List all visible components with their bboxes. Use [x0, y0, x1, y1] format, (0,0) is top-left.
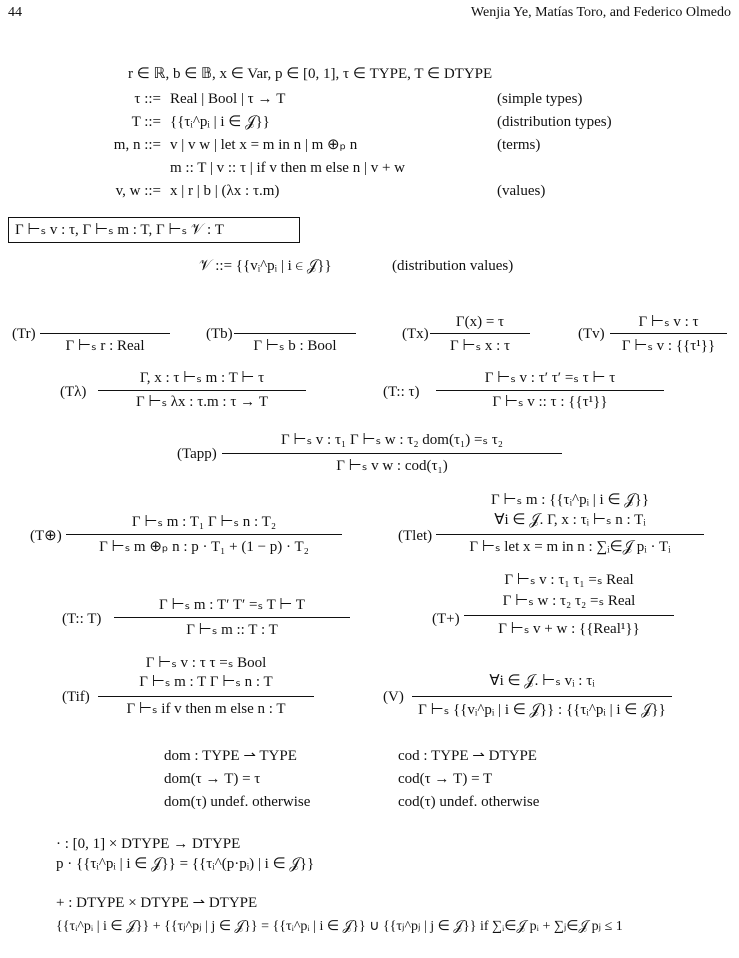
scale-signature: · : [0, 1] × DTYPE → DTYPE — [56, 836, 241, 852]
inference-bar — [98, 390, 306, 391]
inference-bar — [40, 333, 170, 334]
rule-conclusion: Γ ⊢ₛ if v then m else n : T — [126, 701, 286, 717]
rule-label: (T+) — [432, 611, 460, 627]
grammar-comment: (simple types) — [497, 91, 583, 107]
rule-premise: Γ ⊢ₛ m : {{τᵢ^pᵢ | i ∈ 𝒥}} — [490, 492, 650, 508]
dom-line: dom : TYPE ⇀ TYPE — [164, 748, 297, 764]
grammar-rhs: v | v w | let x = m in n | m ⊕ₚ n — [170, 137, 358, 153]
inference-bar — [234, 333, 356, 334]
rule-premise: Γ, x : τ ⊢ₛ m : T ⊢ τ — [139, 370, 265, 386]
distribution-values-comment: (distribution values) — [392, 258, 514, 274]
rule-premise: ∀i ∈ 𝒥. Γ, x : τᵢ ⊢ₛ n : Tᵢ — [494, 512, 646, 528]
grammar-comment: (terms) — [497, 137, 541, 153]
dom-line: dom(τ → T) = τ — [164, 771, 261, 787]
rule-premise: Γ ⊢ₛ m : T₁ Γ ⊢ₛ n : T₂ — [131, 514, 277, 530]
inference-bar — [222, 453, 562, 454]
rule-conclusion: Γ ⊢ₛ λx : τ.m : τ → T — [135, 394, 269, 410]
rule-premise: Γ ⊢ₛ v : τ₁ Γ ⊢ₛ w : τ₂ dom(τ₁) =ₛ τ₂ — [280, 432, 504, 448]
inference-bar — [412, 696, 672, 697]
grammar-comment: (values) — [497, 183, 546, 199]
grammar-rhs: x | r | b | (λx : τ.m) — [170, 183, 280, 199]
grammar-lhs: v, w ::= — [115, 183, 161, 199]
rule-label: (Tx) — [402, 326, 429, 342]
inference-bar — [436, 534, 704, 535]
scale-definition: p · {{τᵢ^pᵢ | i ∈ 𝒥}} = {{τᵢ^(p·pᵢ) | i ∈ 𝒥}} — [56, 856, 315, 872]
rule-conclusion: Γ ⊢ₛ x : τ — [449, 338, 511, 354]
judgment-forms: Γ ⊢ₛ v : τ, Γ ⊢ₛ m : T, Γ ⊢ₛ 𝒱 : T — [15, 222, 224, 238]
dom-line: dom(τ) undef. otherwise — [164, 794, 311, 810]
rule-premise: Γ ⊢ₛ w : τ₂ τ₂ =ₛ Real — [502, 593, 636, 609]
rule-label: (Tb) — [206, 326, 233, 342]
inference-bar — [98, 696, 314, 697]
rule-premise: Γ ⊢ₛ v : τ′ τ′ =ₛ τ ⊢ τ — [484, 370, 616, 386]
rule-conclusion: Γ ⊢ₛ v :: τ : {{τ¹}} — [492, 394, 608, 410]
grammar-rhs: {{τᵢ^pᵢ | i ∈ 𝒥}} — [170, 114, 270, 130]
rule-label: (V) — [383, 689, 404, 705]
rule-label: (T:: T) — [62, 611, 102, 627]
rule-conclusion: Γ ⊢ₛ v : {{τ¹}} — [621, 338, 716, 354]
rule-label: (Tapp) — [177, 446, 217, 462]
rule-premise: Γ ⊢ₛ v : τ τ =ₛ Bool — [145, 655, 267, 671]
rule-premise: Γ ⊢ₛ m : T Γ ⊢ₛ n : T — [139, 674, 273, 690]
rule-conclusion: Γ ⊢ₛ m ⊕ₚ n : p · T₁ + (1 − p) · T₂ — [99, 539, 309, 555]
cod-line: cod(τ → T) = T — [398, 771, 493, 787]
grammar-rhs: Real | Bool | τ → T — [170, 91, 286, 107]
rule-conclusion: Γ ⊢ₛ b : Bool — [253, 338, 337, 354]
rule-premise: Γ ⊢ₛ v : τ₁ τ₁ =ₛ Real — [504, 572, 634, 588]
metavariables: r ∈ ℝ, b ∈ 𝔹, x ∈ Var, p ∈ [0, 1], τ ∈ TYPE, T ∈ DTYPE — [128, 66, 493, 82]
rule-premise: Γ ⊢ₛ m : T′ T′ =ₛ T ⊢ T — [159, 597, 305, 613]
inference-bar — [430, 333, 530, 334]
rule-conclusion: Γ ⊢ₛ v w : cod(τ₁) — [336, 458, 448, 474]
plus-definition: {{τᵢ^pᵢ | i ∈ 𝒥}} + {{τⱼ^pⱼ | j ∈ 𝒥}} = {{τᵢ^pᵢ | i ∈ 𝒥}} ∪ {{τⱼ^pⱼ | j ∈ 𝒥}} if ∑ᵢ∈𝒥 pᵢ + ∑ⱼ∈𝒥 pⱼ ≤ 1 — [56, 919, 623, 934]
grammar-lhs: τ ::= — [134, 91, 161, 107]
inference-bar — [66, 534, 342, 535]
rule-label: (Tr) — [12, 326, 36, 342]
rule-label: (T:: τ) — [383, 384, 420, 400]
rule-label: (Tlet) — [398, 528, 433, 544]
rule-conclusion: Γ ⊢ₛ r : Real — [65, 338, 145, 354]
rule-label: (T⊕) — [30, 528, 62, 544]
inference-bar — [436, 390, 664, 391]
rule-conclusion: Γ ⊢ₛ let x = m in n : ∑ᵢ∈𝒥 pᵢ · Tᵢ — [469, 539, 671, 555]
running-header-authors: Wenjia Ye, Matías Toro, and Federico Olmedo — [470, 5, 731, 20]
grammar-rhs: m :: T | v :: τ | if v then m else n | v + w — [170, 160, 406, 176]
distribution-values-def: 𝒱 ::= {{vᵢ^pᵢ | i ∈ 𝒥}} — [199, 258, 332, 274]
cod-line: cod(τ) undef. otherwise — [398, 794, 540, 810]
judgment-forms-box — [8, 217, 300, 243]
grammar-comment: (distribution types) — [497, 114, 612, 130]
inference-bar — [114, 617, 350, 618]
grammar-lhs: m, n ::= — [113, 137, 161, 153]
grammar-lhs: T ::= — [131, 114, 161, 130]
rule-conclusion: Γ ⊢ₛ m :: T : T — [186, 622, 278, 638]
rule-premise: ∀i ∈ 𝒥. ⊢ₛ vᵢ : τᵢ — [489, 673, 595, 689]
rule-conclusion: Γ ⊢ₛ v + w : {{Real¹}} — [498, 621, 640, 637]
inference-bar — [610, 333, 727, 334]
page-number: 44 — [8, 5, 22, 20]
plus-signature: + : DTYPE × DTYPE ⇀ DTYPE — [56, 895, 258, 911]
cod-line: cod : TYPE ⇀ DTYPE — [398, 748, 537, 764]
rule-premise: Γ(x) = τ — [455, 314, 505, 330]
rule-label: (Tif) — [62, 689, 90, 705]
rule-label: (Tv) — [578, 326, 605, 342]
rule-conclusion: Γ ⊢ₛ {{vᵢ^pᵢ | i ∈ 𝒥}} : {{τᵢ^pᵢ | i ∈ 𝒥}} — [418, 702, 666, 718]
rule-label: (Tλ) — [60, 384, 87, 400]
inference-bar — [464, 615, 674, 616]
rule-premise: Γ ⊢ₛ v : τ — [638, 314, 699, 330]
